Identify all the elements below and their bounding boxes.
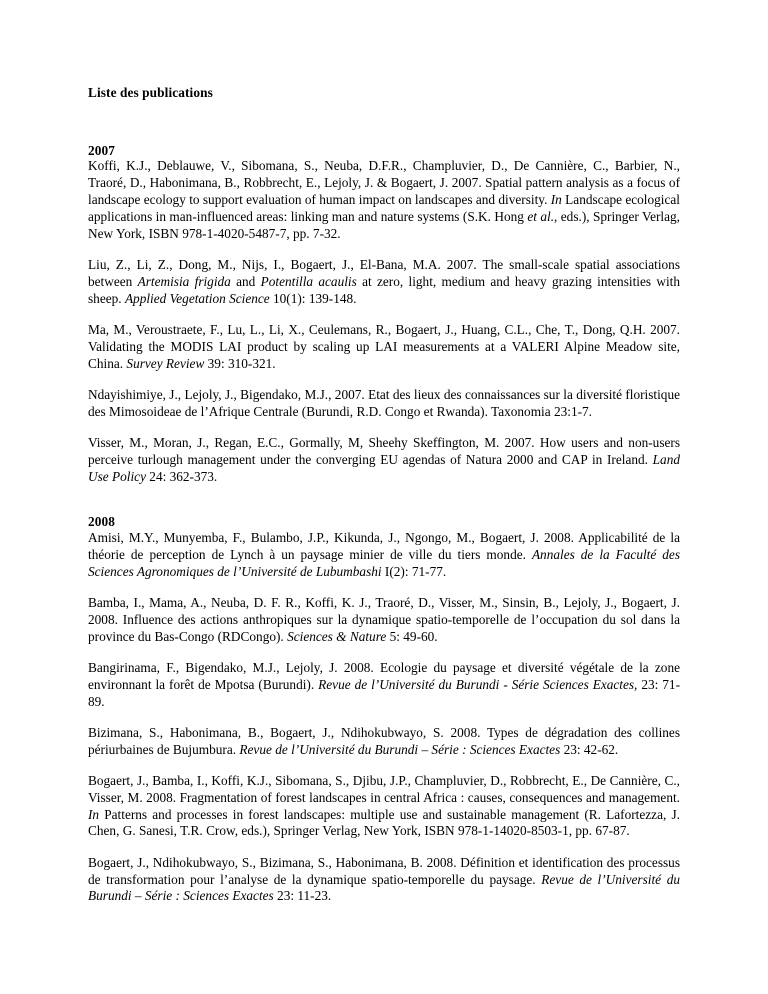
citation-text: Bogaert, J., Bamba, I., Koffi, K.J., Sibomana, S., Djibu, J.P., Champluvier, D., Robbrecht, E., De Cannière, C., Visser, M. 2008. Fragmentation of forest landscapes in central Africa : causes, consequences and management. (88, 773, 680, 805)
citation-text: Amisi, M.Y., Munyemba, F., Bulambo, J.P., Kikunda, J., Ngongo, M., Bogaert, J. 2008. Applicabilité de la théorie de perception de Lynch à un paysage minier de ville du tiers monde. (88, 530, 680, 562)
citation-italic-text: In (550, 192, 562, 207)
year-heading: 2007 (88, 142, 115, 158)
citation-italic-text: Annales de la Faculté des Sciences Agronomiques de l’Université de Lubumbashi (88, 546, 680, 579)
citation-text: 5: 49-60. (386, 628, 438, 644)
citation-text: 23: 42-62. (560, 741, 619, 757)
citation-italic-text: Survey Review (126, 355, 205, 371)
year-section (88, 514, 680, 905)
citation-italic-text: Revue de l’Université du Burundi – Série : Sciences Exactes (88, 871, 680, 904)
publication-entry (88, 530, 680, 580)
citation-italic-text: Sciences & Nature (287, 628, 387, 644)
page-title: Liste des publications (88, 85, 213, 100)
publication-entry (88, 595, 680, 645)
citation-italic-text: Applied Vegetation Science (124, 290, 270, 306)
year-heading: 2008 (88, 514, 115, 530)
citation-text: 23: 71-89. (88, 676, 680, 709)
citation-italic-text: et al. (527, 208, 555, 224)
citation-text: at zero, light, medium and heavy grazing intensities with sheep. (88, 273, 680, 306)
year-section (88, 143, 680, 486)
citation-text: Patterns and processes in forest landscapes: multiple use and sustainable management (R. Lafortezza, J. Chen, G. Sanesi, T.R. Crow, eds.), Springer Verlag, New York, ISBN 978-1-14020-8503-1, pp. 67-87. (88, 806, 680, 839)
publication-entry (88, 387, 680, 421)
citation-text: Bogaert, J., Ndihokubwayo, S., Bizimana, S., Habonimana, B. 2008. Définition et identification des processus de transformation pour l’analyse de la dynamique spatio-temporelle du paysage. (88, 854, 680, 887)
document-body (88, 85, 680, 905)
citation-text: Visser, M., Moran, J., Regan, E.C., Gormally, M, Sheehy Skeffington, M. 2007. How users and non-users perceive turlough management under the converging EU agendas of Natura 2000 and CAP in Ireland. (88, 434, 680, 467)
citation-text: Bamba, I., Mama, A., Neuba, D. F. R., Koffi, K. J., Traoré, D., Visser, M., Sinsin, B., Lejoly, J., Bogaert, J. 2008. Influence des actions anthropiques sur la dynamique spatio-temporelle de l’occupation du sol dans la province du Bas-Congo (RDCongo). (88, 595, 680, 644)
citation-text: , eds.), Springer Verlag, New York, ISBN 978-1-4020-5487-7, pp. 7-32. (88, 208, 680, 241)
citation-text: Landscape ecological applications in man-influenced areas: linking man and nature systems (S.K. Hong (88, 192, 680, 224)
publication-entry (88, 773, 680, 840)
publication-entry (88, 660, 680, 710)
citation-text: Ma, M., Veroustraete, F., Lu, L., Li, X., Ceulemans, R., Bogaert, J., Huang, C.L., Che, T., Dong, Q.H. 2007. Validating the MODIS LAI product by scaling up LAI measurements at a VALERI Alpine Meadow site, China. (88, 321, 680, 371)
citation-text: Liu, Z., Li, Z., Dong, M., Nijs, I., Bogaert, J., El-Bana, M.A. 2007. The small-scale spatial associations between (88, 256, 680, 289)
publication-entry (88, 855, 680, 905)
citation-text: Ndayishimiye, J., Lejoly, J., Bigendako, M.J., 2007. Etat des lieux des connaissances sur la diversité floristique des Mimosoideae de l’Afrique Centrale (Burundi, R.D. Congo et Rwanda). Taxonomia 23:1-7. (88, 386, 680, 419)
citation-italic-text: Potentilla acaulis (260, 273, 357, 289)
publication-entry (88, 322, 680, 372)
citation-text: 23: 11-23. (273, 888, 332, 904)
citation-italic-text: Artemisia frigida (137, 273, 231, 289)
publication-entry (88, 725, 680, 759)
citation-italic-text: Revue de l’Université du Burundi – Série : Sciences Exactes (239, 741, 561, 757)
citation-text: I(2): 71-77. (381, 563, 447, 579)
citation-text: 39: 310-321. (204, 355, 276, 371)
citation-text: Koffi, K.J., Deblauwe, V., Sibomana, S., Neuba, D.F.R., Champluvier, D., De Cannière, C., Barbier, N., Traoré, D., Habonimana, B., Robbrecht, E., Lejoly, J. & Bogaert, J. 2007. Spatial pattern analysis as a focus of landscape ecology to support evaluation of human impact on landscapes and diversity. (88, 158, 680, 207)
citation-text: and (230, 273, 261, 289)
citation-text: 10(1): 139-148. (269, 290, 357, 306)
publications-list (88, 143, 680, 906)
citation-text: Bizimana, S., Habonimana, B., Bogaert, J., Ndihokubwayo, S. 2008. Types de dégradation des collines périurbaines de Bujumbura. (88, 724, 680, 757)
citation-italic-text: Land Use Policy (88, 451, 680, 484)
citation-text: Bangirinama, F., Bigendako, M.J., Lejoly, J. 2008. Ecologie du paysage et diversité végétale de la zone environnant la forêt de Mpotsa (Burundi). (88, 659, 680, 692)
citation-italic-text: In (88, 806, 100, 822)
publication-entry (88, 257, 680, 307)
publication-entry (88, 158, 680, 242)
citation-text: 24: 362-373. (145, 468, 218, 484)
publication-entry (88, 435, 680, 485)
citation-italic-text: Revue de l’Université du Burundi - Série Sciences Exactes, (318, 676, 638, 692)
